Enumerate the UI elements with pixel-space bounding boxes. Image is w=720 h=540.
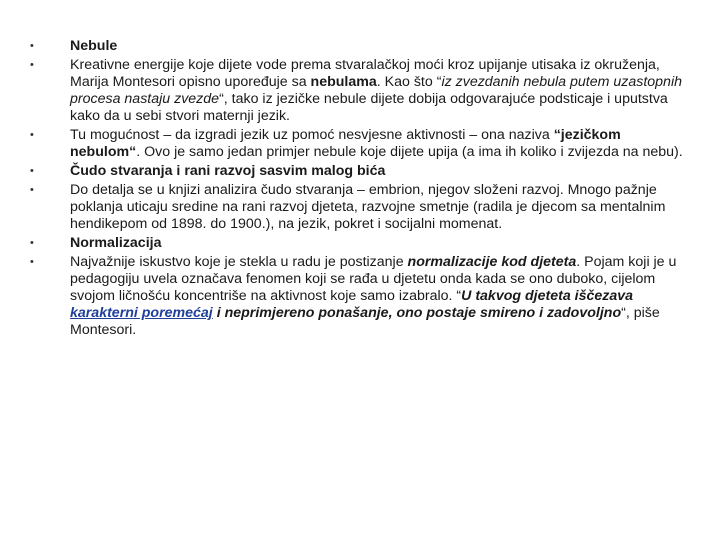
bold-term: nebulama (310, 74, 377, 90)
list-item-nebule (30, 38, 690, 55)
bold-italic-term: normalizacije kod djeteta (407, 254, 577, 270)
bullet-icon: • (30, 40, 34, 52)
bullet-icon: • (30, 165, 34, 177)
text: . Kao što “ (376, 74, 442, 90)
bullet-icon: • (30, 237, 34, 249)
text: Kreativne energije koje dijete vode prema stvaralačkoj moći kroz upijanje utisaka iz okruženja, Marija Montesori opisno upoređuje sa (70, 57, 660, 90)
list-item-kreativne-energije (30, 57, 690, 125)
bold-italic-quote: U takvog djeteta iščezava (461, 288, 634, 304)
text: . Pojam koji je u pedagogiju uvela označava fenomen koji se rađa u djetetu onda kada se ono duboko, cijelom svojom ličnošću koncentriše na aktivnost koje samo izabralo. “ (70, 254, 677, 304)
text: . Ovo je samo jedan primjer nebule koje dijete upija (a ima ih koliko i zvijezda na nebu). (136, 144, 683, 160)
bullet-icon: • (30, 256, 34, 268)
list-item-embrion (30, 182, 690, 233)
text: “, piše Montesori. (70, 305, 660, 338)
bullet-list (30, 38, 690, 341)
bullet-icon: • (30, 129, 34, 141)
list-item-najvaznije-iskustvo (30, 254, 690, 339)
text: Do detalja se u knjizi analizira čudo stvaranja – embrion, njegov složeni razvoj. Mnogo pažnje poklanja uticaju sredine na rani razvoj djeteta, razvojne smetnje (radila je djecom sa mentalnim hendikepom od 1898. do 1900.), na jezik, pokret i socijalni momenat. (70, 182, 666, 232)
list-item-normalizacija (30, 235, 690, 252)
heading-cudo-stvaranja: Čudo stvaranja i rani razvoj sasvim malog bića (70, 163, 386, 179)
karakterni-poremecaj-link[interactable]: karakterni poremećaj (70, 305, 213, 321)
bold-term: “jezičkom nebulom“ (70, 127, 621, 160)
text: Najvažnije iskustvo koje je stekla u radu je postizanje (70, 254, 408, 270)
bold-italic-quote: i neprimjereno ponašanje, ono postaje smireno i zadovoljno (212, 305, 622, 321)
heading-normalizacija: Normalizacija (70, 235, 162, 251)
italic-quote: iz zvezdanih nebula putem uzastopnih procesa nastaju zvezde (70, 74, 682, 107)
text: Tu mogućnost – da izgradi jezik uz pomoć nesvjesne aktivnosti – ona naziva (70, 127, 554, 143)
heading-nebule: Nebule (70, 38, 118, 54)
bullet-icon: • (30, 59, 34, 71)
list-item-jezicka-nebula (30, 127, 690, 161)
bullet-icon: • (30, 184, 34, 196)
text: “, tako iz jezičke nebule dijete dobija odgovarajuće podsticaje i uputstva kako da u sebi stvori maternji jezik. (70, 91, 668, 124)
list-item-cudo-stvaranja (30, 163, 690, 180)
